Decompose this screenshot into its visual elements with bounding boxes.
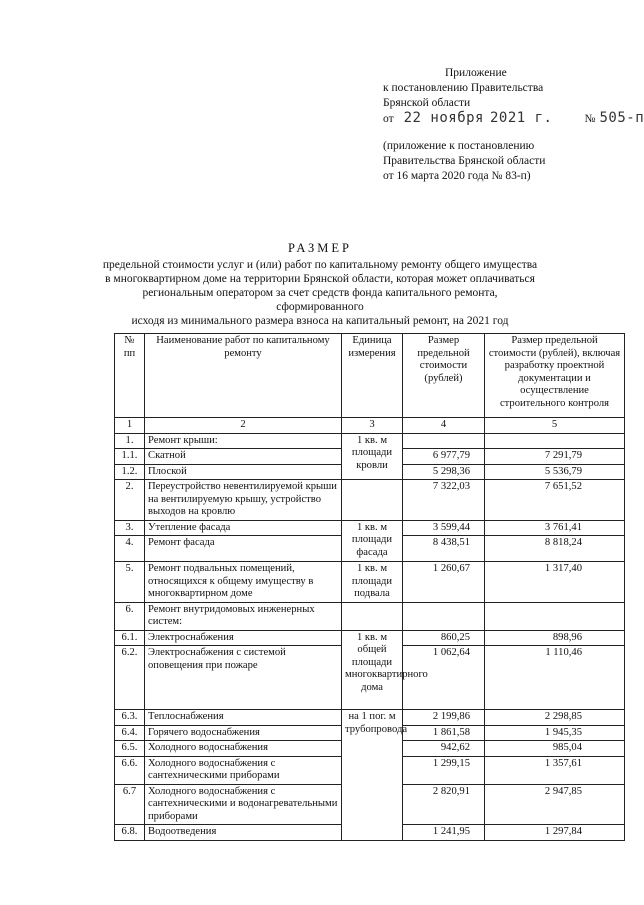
row-cost: 942,62 xyxy=(403,741,485,757)
row-cost-with-design: 898,96 xyxy=(485,630,625,646)
row-cost: 5 298,36 xyxy=(403,464,485,480)
appendix-title: Приложение xyxy=(445,67,507,79)
index-cell: 3 xyxy=(342,418,403,434)
row-cost-with-design: 5 536,79 xyxy=(485,464,625,480)
number-sign: № xyxy=(584,113,596,125)
row-cost xyxy=(403,602,485,630)
row-work-name: Холодного водоснабжения xyxy=(145,741,342,757)
row-cost: 1 062,64 xyxy=(403,646,485,710)
row-num: 6.1. xyxy=(115,630,145,646)
appendix-dateline xyxy=(383,111,644,127)
row-work-name: Водоотведения xyxy=(145,825,342,841)
row-cost: 8 438,51 xyxy=(403,536,485,562)
resolution-number: 505-п xyxy=(599,110,644,126)
row-num: 1.2. xyxy=(115,464,145,480)
subtitle-line-1: предельной стоимости услуг и (или) работ по капитальному ремонту общего имущества xyxy=(102,259,538,271)
index-cell: 1 xyxy=(115,418,145,434)
row-cost: 3 599,44 xyxy=(403,520,485,536)
row-work-name: Холодного водоснабжения с сантехническими и водонагревательными приборами xyxy=(145,784,342,825)
row-cost: 7 322,03 xyxy=(403,480,485,521)
row-cost xyxy=(403,433,485,449)
row-num: 6.5. xyxy=(115,741,145,757)
header-unit: Единица измерения xyxy=(342,334,403,418)
document-title: РАЗМЕР xyxy=(287,241,353,255)
row-num: 6.6. xyxy=(115,756,145,784)
row-work-name: Электроснабжения xyxy=(145,630,342,646)
row-cost: 2 820,91 xyxy=(403,784,485,825)
row-work-name: Горячего водоснабжения xyxy=(145,725,342,741)
row-work-name: Переустройство невентилируемой крыши на вентилируемую крышу, устройство выходов на кровлю xyxy=(145,480,342,521)
index-cell: 5 xyxy=(485,418,625,434)
row-work-name: Утепление фасада xyxy=(145,520,342,536)
row-cost-with-design: 7 291,79 xyxy=(485,449,625,465)
row-cost: 6 977,79 xyxy=(403,449,485,465)
date-year: 2021 г. xyxy=(489,110,553,126)
cost-table xyxy=(114,333,625,841)
row-work-name: Плоской xyxy=(145,464,342,480)
row-cost: 2 199,86 xyxy=(403,710,485,726)
row-num: 6.8. xyxy=(115,825,145,841)
row-cost-with-design: 1 297,84 xyxy=(485,825,625,841)
row-num: 6.7 xyxy=(115,784,145,825)
row-cost-with-design: 1 317,40 xyxy=(485,562,625,603)
row-num: 3. xyxy=(115,520,145,536)
row-num: 6.2. xyxy=(115,646,145,710)
table-row xyxy=(115,630,625,646)
subtitle-line-3: региональным оператором за счет средств фонда капитального ремонта, сформированного xyxy=(142,287,498,313)
row-num: 5. xyxy=(115,562,145,603)
row-num: 2. xyxy=(115,480,145,521)
row-work-name: Ремонт фасада xyxy=(145,536,342,562)
row-work-name: Теплоснабжения xyxy=(145,710,342,726)
row-cost-with-design xyxy=(485,433,625,449)
row-work-name: Ремонт подвальных помещений, относящихся к общему имуществу в многоквартирном доме xyxy=(145,562,342,603)
row-num: 1. xyxy=(115,433,145,449)
row-cost-with-design: 7 651,52 xyxy=(485,480,625,521)
header-work-name: Наименование работ по капитальному ремонту xyxy=(145,334,342,418)
table-row xyxy=(115,562,625,603)
previous-appendix-note xyxy=(383,139,545,184)
row-cost-with-design: 3 761,41 xyxy=(485,520,625,536)
table-row xyxy=(115,520,625,536)
row-cost: 1 861,58 xyxy=(403,725,485,741)
row-num: 4. xyxy=(115,536,145,562)
table-header-row xyxy=(115,334,625,418)
unit-facade: 1 кв. м площади фасада xyxy=(342,520,403,562)
unit-basement: 1 кв. м площади подвала xyxy=(342,562,403,603)
row-cost-with-design: 1 357,61 xyxy=(485,756,625,784)
row-num: 6.4. xyxy=(115,725,145,741)
header-cost: Размер предельной стоимости (рублей) xyxy=(403,334,485,418)
appendix-block xyxy=(383,66,644,127)
unit-roof: 1 кв. м площади кровли xyxy=(342,433,403,480)
header-num: № пп xyxy=(115,334,145,418)
table-row xyxy=(115,480,625,521)
row-cost: 1 241,95 xyxy=(403,825,485,841)
row-cost-with-design xyxy=(485,602,625,630)
row-work-name: Скатной xyxy=(145,449,342,465)
unit-electric: 1 кв. м общей площади многоквартирного дома xyxy=(342,630,403,710)
table-row xyxy=(115,602,625,630)
row-cost: 1 260,67 xyxy=(403,562,485,603)
row-work-name: Электроснабжения с системой оповещения при пожаре xyxy=(145,646,342,710)
subtitle-line-2: в многоквартирном доме на территории Брянской области, которая может оплачиваться xyxy=(105,273,535,285)
date-day: 22 ноября xyxy=(403,110,484,126)
note-line-3: от 16 марта 2020 года № 83-п) xyxy=(383,170,531,182)
subtitle-line-4: исходя из минимального размера взноса на капитальный ремонт, на 2021 год xyxy=(131,315,509,327)
row-cost: 1 299,15 xyxy=(403,756,485,784)
row-num: 1.1. xyxy=(115,449,145,465)
row-work-name: Ремонт крыши: xyxy=(145,433,342,449)
document-subtitle xyxy=(100,258,540,328)
note-line-1: (приложение к постановлению xyxy=(383,140,535,152)
row-cost-with-design: 1 945,35 xyxy=(485,725,625,741)
index-row xyxy=(115,418,625,434)
date-prefix: от xyxy=(383,113,394,125)
unit-pipes: на 1 пог. м трубопровода xyxy=(342,710,403,841)
row-work-name: Ремонт внутридомовых инженерных систем: xyxy=(145,602,342,630)
row-num: 6. xyxy=(115,602,145,630)
row-cost: 860,25 xyxy=(403,630,485,646)
row-cost-with-design: 2 947,85 xyxy=(485,784,625,825)
unit-empty xyxy=(342,480,403,521)
row-num: 6.3. xyxy=(115,710,145,726)
row-cost-with-design: 8 818,24 xyxy=(485,536,625,562)
table-row xyxy=(115,710,625,726)
appendix-line-2: к постановлению Правительства xyxy=(383,82,544,94)
header-cost-with-design: Размер предельной стоимости (рублей), включая разработку проектной документации и осуществление строительного контроля xyxy=(485,334,625,418)
index-cell: 4 xyxy=(403,418,485,434)
row-cost-with-design: 1 110,46 xyxy=(485,646,625,710)
row-work-name: Холодного водоснабжения с сантехническими приборами xyxy=(145,756,342,784)
table-row xyxy=(115,433,625,449)
unit-empty xyxy=(342,602,403,630)
row-cost-with-design: 2 298,85 xyxy=(485,710,625,726)
row-cost-with-design: 985,04 xyxy=(485,741,625,757)
appendix-line-3: Брянской области xyxy=(383,97,471,109)
index-cell: 2 xyxy=(145,418,342,434)
note-line-2: Правительства Брянской области xyxy=(383,155,546,167)
